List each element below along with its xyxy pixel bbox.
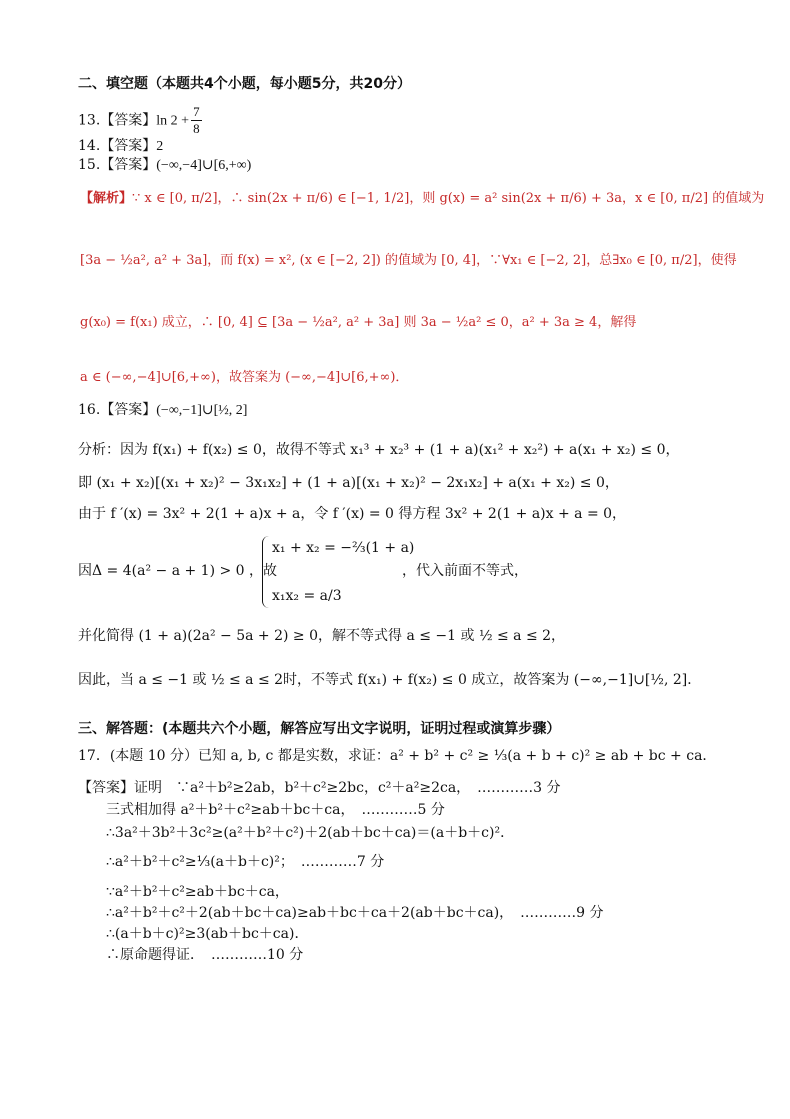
q16-line-6: 因此，当 a ≤ −1 或 ½ ≤ a ≤ 2时，不等式 f(x₁) + f(x₂) ≤ 0 成立，故答案为 (−∞,−1]∪[½, 2]． [78, 672, 702, 688]
q15-analysis-text-1: ∵ x ∈ [0, π/2]，∴ sin(2x + π/6) ∈ [−1, 1/2]，则 g(x) = a² sin(2x + π/6) + 3a，x ∈ [0, π/2] 的值域为 [132, 191, 765, 206]
q15-label: 15.【答案】 [78, 157, 157, 173]
q16-value: (−∞,−1]∪[½, 2] [156, 403, 248, 418]
system-brace [262, 536, 269, 608]
q17-proof-5: ∵a²＋b²＋c²≥ab＋bc＋ca， [106, 884, 289, 900]
q15-analysis-line-3: g(x₀) = f(x₁) 成立，∴ [0, 4] ⊆ [3a − ½a², a² + 3a] 则 3a − ½a² ≤ 0，a² + 3a ≥ 4，解得 [80, 315, 637, 330]
q16-line-2: 即 (x₁ + x₂)[(x₁ + x₂)² − 3x₁x₂] + (1 + a)[(x₁ + x₂)² − 2x₁x₂] + a(x₁ + x₂) ≤ 0， [78, 475, 619, 491]
q13-answer [78, 104, 204, 137]
q16-line-1: 分析：因为 f(x₁) + f(x₂) ≤ 0，故得不等式 x₁³ + x₂³ + (1 + a)(x₁² + x₂²) + a(x₁ + x₂) ≤ 0， [78, 442, 680, 458]
q17-stem: 17．(本题 10 分）已知 a, b, c 都是实数，求证：a² + b² + c² ≥ ⅓(a + b + c)² ≥ ab + bc + ca． [78, 748, 717, 764]
q16-answer [78, 400, 247, 421]
q15-analysis-tag: 【解析】 [80, 191, 133, 206]
q13-fraction: $\frac{7}{8}$ [193, 104, 200, 136]
q15-value: (−∞,−4]∪[6,+∞) [156, 158, 252, 173]
q17-proof-4: ∴a²＋b²＋c²≥⅓(a＋b＋c)²； …………7 分 [106, 854, 385, 870]
q15-analysis-line-1 [80, 189, 764, 209]
q16-line-4a: 因Δ = 4(a² − a + 1) > 0 ，故 [78, 563, 278, 579]
q16-label: 16.【答案】 [78, 402, 157, 418]
q13-label: 13.【答案】 [78, 112, 157, 129]
q15-answer [78, 155, 251, 176]
q16-system-eq-1: x₁ + x₂ = −⅔(1 + a) [272, 540, 415, 556]
q16-system-eq-2: x₁x₂ = a/3 [272, 588, 342, 604]
q15-analysis-line-4: a ∈ (−∞,−4]∪[6,+∞)，故答案为 (−∞,−4]∪[6,+∞)． [80, 370, 409, 385]
section-2-title: 二、填空题（本题共4个小题，每小题5分，共20分） [78, 76, 411, 92]
q16-line-3: 由于 f ′(x) = 3x² + 2(1 + a)x + a，令 f ′(x) = 0 得方程 3x² + 2(1 + a)x + a = 0， [78, 506, 627, 522]
q17-proof-6: ∴a²＋b²＋c²＋2(ab＋bc＋ca)≥ab＋bc＋ca＋2(ab＋bc＋ca)， …………9 分 [106, 905, 604, 921]
q14-value: 2 [156, 139, 164, 154]
q13-expr: ln 2 + [156, 113, 190, 129]
q17-proof-2: 三式相加得 a²＋b²＋c²≥ab＋bc＋ca， …………5 分 [106, 802, 445, 818]
q14-label: 14.【答案】 [78, 138, 157, 154]
q17-proof-8: ∴原命题得证． …………10 分 [106, 947, 304, 963]
q14-answer [78, 136, 163, 157]
q16-line-4b: ，代入前面不等式， [402, 563, 528, 579]
q17-proof-7: ∴(a＋b＋c)²≥3(ab＋bc＋ca)． [106, 926, 309, 942]
q15-analysis-line-2: [3a − ½a², a² + 3a]，而 f(x) = x², (x ∈ [−2, 2]) 的值域为 [0, 4]，∵∀x₁ ∈ [−2, 2]，总∃x₀ ∈ [0, π/2]，使得 [80, 253, 737, 268]
q17-proof-3: ∴3a²＋3b²＋3c²≥(a²＋b²＋c²)＋2(ab＋bc＋ca)＝(a＋b＋c)²． [106, 825, 515, 841]
q16-line-5: 并化简得 (1 + a)(2a² − 5a + 2) ≥ 0，解不等式得 a ≤ −1 或 ½ ≤ a ≤ 2， [78, 628, 566, 644]
section-3-title: 三、解答题：(本题共六个小题，解答应写出文字说明，证明过程或演算步骤） [78, 721, 561, 737]
q17-proof-1: 【答案】证明 ∵a²＋b²≥2ab，b²＋c²≥2bc，c²＋a²≥2ca， …………3 分 [78, 780, 561, 796]
